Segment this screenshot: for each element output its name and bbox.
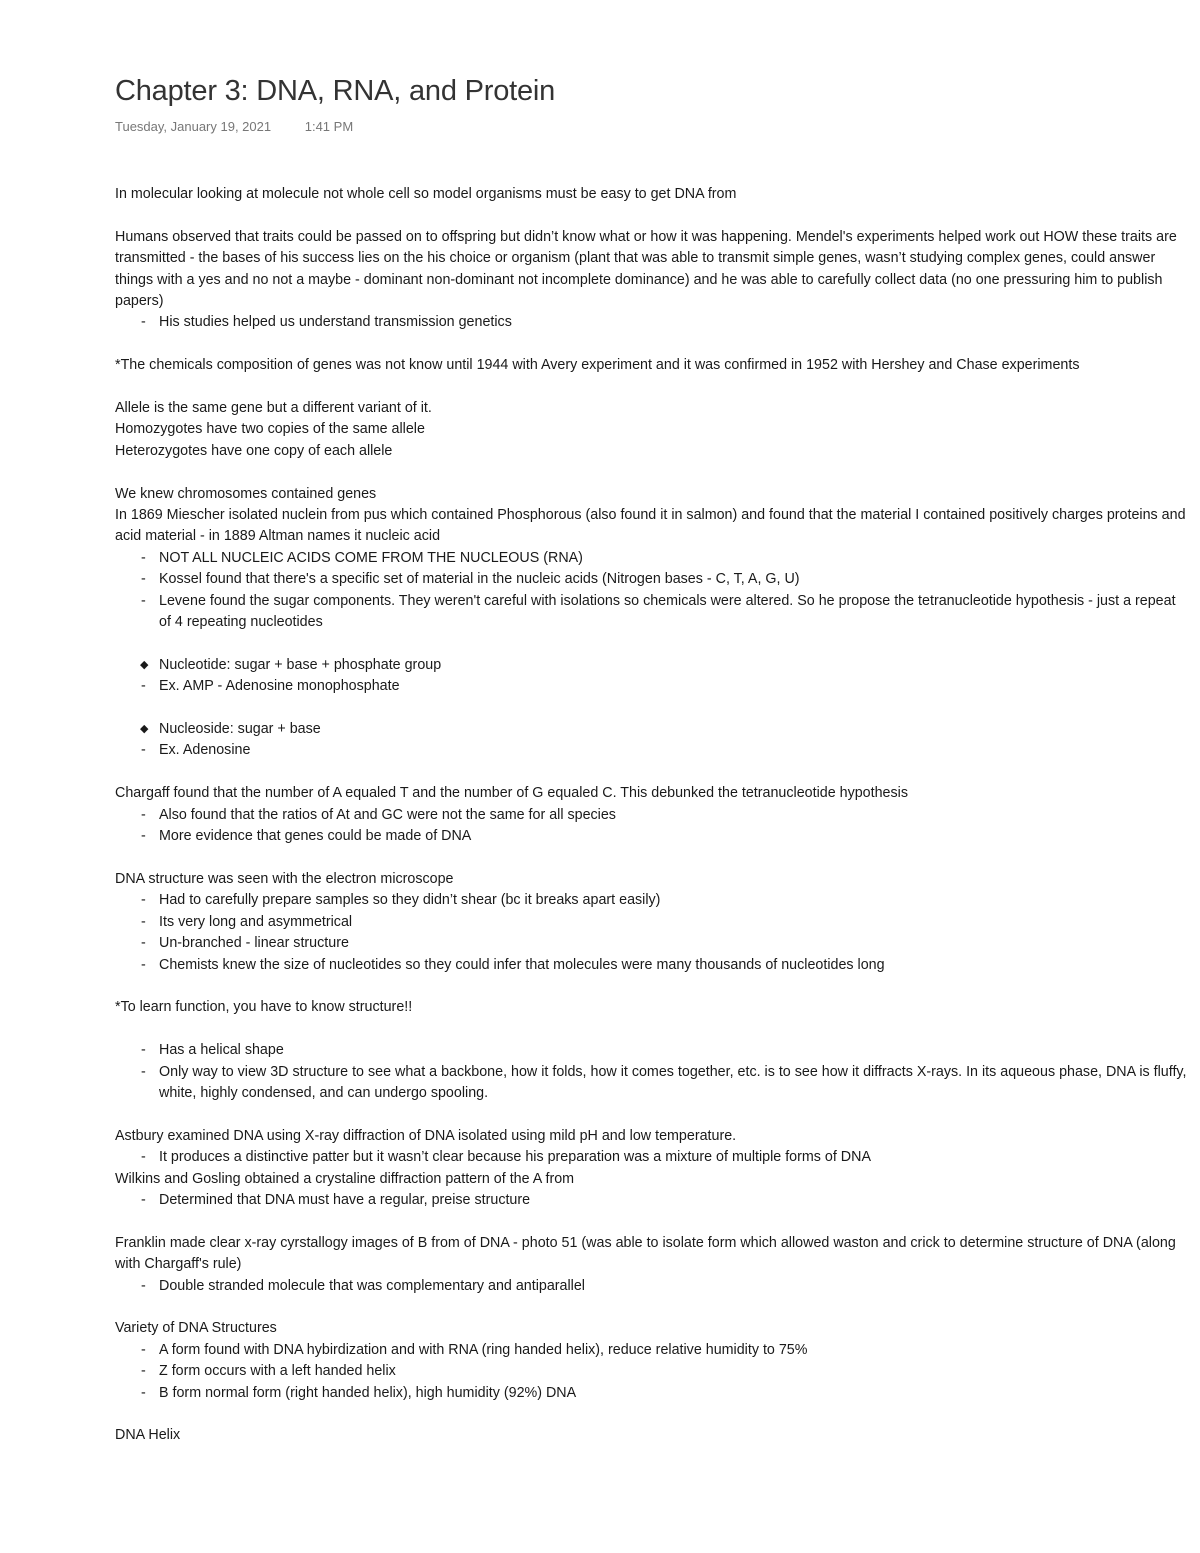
- list-item-text: Determined that DNA must have a regular, preise structure: [159, 1191, 531, 1208]
- note-timestamp: [115, 118, 1190, 136]
- list-item-text: Kossel found that there's a specific set of material in the nucleic acids (Nitrogen bases - C, T, A, G, U): [159, 571, 800, 588]
- dash-list-item: [115, 826, 1190, 847]
- paragraph: DNA Helix: [115, 1427, 181, 1444]
- paragraph: In molecular looking at molecule not whole cell so model organisms must be easy to get DNA from: [115, 186, 737, 202]
- paragraph: Wilkins and Gosling obtained a crystaline diffraction pattern of the A from: [115, 1170, 575, 1187]
- dash-list-item: [115, 569, 1190, 590]
- blank-line: [115, 334, 1190, 355]
- blank-line: [115, 1404, 1190, 1425]
- paragraph: Allele is the same gene but a different variant of it.: [115, 400, 432, 417]
- dash-list-item: [115, 955, 1190, 976]
- dash-marker: -: [141, 1063, 146, 1080]
- list-item-text: It produces a distinctive patter but it wasn’t clear because his preparation was a mixture of multiple forms of DNA: [159, 1149, 871, 1166]
- dash-marker: -: [141, 935, 146, 952]
- note-body: [115, 184, 1190, 1447]
- blank-line: [115, 205, 1190, 226]
- list-item-text: Has a helical shape: [159, 1042, 284, 1059]
- bullet-list-item: [115, 655, 1190, 676]
- paragraph: Variety of DNA Structures: [115, 1320, 277, 1337]
- dash-list-item: [115, 805, 1190, 826]
- paragraph: Homozygotes have two copies of the same allele: [115, 421, 425, 438]
- list-item-text: Nucleoside: sugar + base: [159, 721, 321, 738]
- dash-marker: -: [141, 892, 146, 909]
- dash-marker: -: [141, 1384, 146, 1401]
- list-item-text: Ex. Adenosine: [159, 742, 251, 759]
- dash-list-item: [115, 591, 1190, 634]
- list-item-text: Chemists knew the size of nucleotides so they could infer that molecules were many thousands of nucleotides long: [159, 956, 885, 973]
- dash-list-item: [115, 312, 1190, 333]
- list-item-text: Double stranded molecule that was complementary and antiparallel: [159, 1277, 585, 1294]
- dash-marker: -: [141, 678, 146, 695]
- dash-list-item: [115, 1383, 1190, 1404]
- page-title: Chapter 3: DNA, RNA, and Protein: [115, 75, 556, 107]
- dash-marker: -: [141, 314, 146, 331]
- dash-list-item: [115, 1276, 1190, 1297]
- paragraph: *The chemicals composition of genes was not know until 1944 with Avery experiment and it was confirmed in 1952 with Hershey and Chase experiments: [115, 357, 1080, 374]
- list-item-text: Levene found the sugar components. They weren't careful with isolations so chemicals were altered. So he propose the tetranucleotide hypothesis - just a repeat of 4 repeating nucleotides: [159, 592, 1176, 631]
- dash-marker: -: [141, 742, 146, 759]
- blank-line: [115, 1211, 1190, 1232]
- paragraph: We knew chromosomes contained genes: [115, 485, 377, 502]
- dash-marker: -: [141, 1277, 146, 1294]
- note-time: 1:41 PM: [304, 119, 354, 134]
- note-date: Tuesday, January 19, 2021: [115, 119, 272, 134]
- dash-marker: -: [141, 913, 146, 930]
- dash-marker: -: [141, 1363, 146, 1380]
- blank-line: [115, 1104, 1190, 1125]
- dash-list-item: [115, 890, 1190, 911]
- blank-line: [115, 1019, 1190, 1040]
- list-item-text: Only way to view 3D structure to see what a backbone, how it folds, how it comes together, etc. is to see how it diffracts X-rays. In its aqueous phase, DNA is fluffy, white, highly condensed, and can undergo spooling.: [159, 1063, 1187, 1101]
- dash-list-item: [115, 1147, 1190, 1168]
- paragraph: Astbury examined DNA using X-ray diffraction of DNA isolated using mild pH and low temperature.: [115, 1127, 737, 1144]
- dash-list-item: [115, 1190, 1190, 1211]
- dash-marker: -: [141, 549, 146, 566]
- list-item-text: Its very long and asymmetrical: [159, 913, 353, 930]
- diamond-bullet-icon: ◆: [140, 658, 149, 671]
- dash-marker: -: [141, 1042, 146, 1059]
- list-item-text: Also found that the ratios of At and GC were not the same for all species: [159, 806, 616, 823]
- blank-line: [115, 377, 1190, 398]
- list-item-text: NOT ALL NUCLEIC ACIDS COME FROM THE NUCLEOUS (RNA): [159, 549, 583, 566]
- paragraph: Franklin made clear x-ray cyrstallogy images of B from of DNA - photo 51 (was able to isolate form which allowed waston and crick to determine structure of DNA (along with Chargaff's rule): [115, 1234, 1176, 1273]
- dash-list-item: [115, 912, 1190, 933]
- dash-marker: -: [141, 1341, 146, 1358]
- list-item-text: Z form occurs with a left handed helix: [159, 1363, 396, 1380]
- list-item-text: A form found with DNA hybirdization and with RNA (ring handed helix), reduce relative humidity to 75%: [159, 1341, 808, 1358]
- list-item-text: More evidence that genes could be made of DNA: [159, 828, 472, 845]
- dash-list-item: [115, 676, 1190, 697]
- bullet-list-item: [115, 719, 1190, 740]
- list-item-text: Ex. AMP - Adenosine monophosphate: [159, 678, 400, 695]
- dash-list-item: [115, 1340, 1190, 1361]
- list-item-text: Un-branched - linear structure: [159, 935, 349, 952]
- dash-marker: -: [141, 828, 146, 845]
- blank-line: [115, 1297, 1190, 1318]
- blank-line: [115, 633, 1190, 654]
- note-page: [115, 72, 1190, 1447]
- list-item-text: His studies helped us understand transmission genetics: [159, 314, 512, 331]
- dash-list-item: [115, 933, 1190, 954]
- paragraph: Heterozygotes have one copy of each allele: [115, 442, 393, 459]
- dash-marker: -: [141, 1149, 146, 1166]
- dash-list-item: [115, 548, 1190, 569]
- blank-line: [115, 847, 1190, 868]
- list-item-text: Nucleotide: sugar + base + phosphate group: [159, 656, 442, 673]
- dash-list-item: [115, 1040, 1190, 1061]
- blank-line: [115, 462, 1190, 483]
- blank-line: [115, 698, 1190, 719]
- paragraph: Humans observed that traits could be passed on to offspring but didn’t know what or how it was happening. Mendel's experiments helped work out HOW these traits are transmitted - the bases of his success lies on the his choice or organism (plant that was able to transmit simple genes, wasn’t studying complex genes, could answer things with a yes and no not a maybe - dominant non-dominant not incomplete dominance) and he was able to carefully collect data (no one pressuring him to publish papers): [115, 228, 1177, 310]
- dash-list-item: [115, 1062, 1190, 1105]
- blank-line: [115, 762, 1190, 783]
- paragraph: Chargaff found that the number of A equaled T and the number of G equaled C. This debunked the tetranucleotide hypothesis: [115, 785, 908, 802]
- dash-list-item: [115, 740, 1190, 761]
- blank-line: [115, 976, 1190, 997]
- dash-list-item: [115, 1361, 1190, 1382]
- list-item-text: B form normal form (right handed helix), high humidity (92%) DNA: [159, 1384, 577, 1401]
- dash-marker: -: [141, 1191, 146, 1208]
- dash-marker: -: [141, 956, 146, 973]
- diamond-bullet-icon: ◆: [140, 723, 149, 736]
- paragraph: DNA structure was seen with the electron microscope: [115, 870, 454, 887]
- list-item-text: Had to carefully prepare samples so they didn’t shear (bc it breaks apart easily): [159, 892, 661, 909]
- dash-marker: -: [141, 806, 146, 823]
- paragraph: *To learn function, you have to know structure!!: [115, 999, 413, 1016]
- paragraph: In 1869 Miescher isolated nuclein from pus which contained Phosphorous (also found it in salmon) and found that the material I contained positively charges proteins and acid material - in 1889 Altman names it nucleic acid: [115, 507, 1186, 545]
- dash-marker: -: [141, 571, 146, 588]
- dash-marker: -: [141, 592, 146, 609]
